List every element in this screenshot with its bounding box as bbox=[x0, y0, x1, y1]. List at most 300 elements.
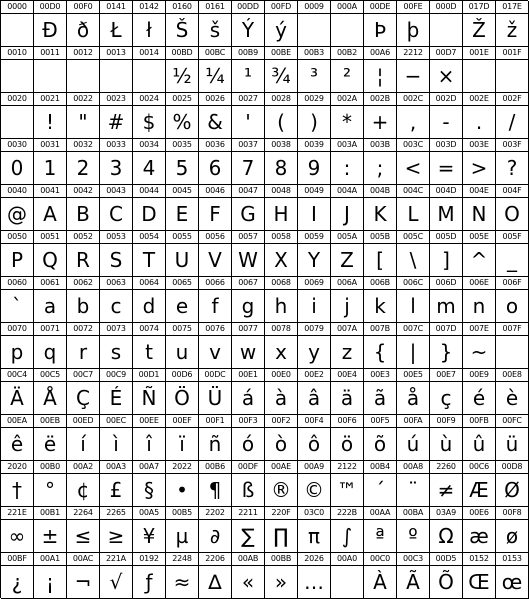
glyph-cell[interactable] bbox=[67, 231, 100, 277]
code-point-label: 00BF bbox=[1, 553, 33, 566]
glyph-cell[interactable] bbox=[364, 47, 397, 93]
glyph-cell[interactable] bbox=[430, 139, 463, 185]
glyph-char: ð bbox=[76, 18, 90, 42]
glyph-cell[interactable] bbox=[397, 1, 430, 47]
code-point-label: 003D bbox=[430, 139, 462, 152]
glyph-cell[interactable] bbox=[67, 93, 100, 139]
glyph-cell[interactable] bbox=[364, 277, 397, 323]
code-point-label: 0028 bbox=[265, 93, 297, 106]
code-point-label: 0153 bbox=[496, 553, 528, 566]
glyph-cell[interactable] bbox=[397, 139, 430, 185]
glyph-cell[interactable] bbox=[265, 47, 298, 93]
glyph-cell[interactable] bbox=[100, 139, 133, 185]
glyph-cell[interactable] bbox=[298, 369, 331, 415]
glyph-char: x bbox=[275, 340, 287, 364]
glyph-char: ° bbox=[45, 478, 55, 502]
glyph-cell[interactable] bbox=[133, 507, 166, 553]
code-point-label: 00E0 bbox=[265, 369, 297, 382]
glyph-cell[interactable] bbox=[463, 139, 496, 185]
glyph-cell[interactable] bbox=[298, 139, 331, 185]
glyph-cell[interactable] bbox=[133, 461, 166, 507]
glyph-char: R bbox=[76, 248, 90, 272]
glyph-cell[interactable] bbox=[100, 93, 133, 139]
glyph-char: 4 bbox=[142, 156, 156, 180]
glyph-cell[interactable] bbox=[364, 461, 397, 507]
glyph-cell[interactable] bbox=[430, 1, 463, 47]
glyph-cell[interactable] bbox=[199, 185, 232, 231]
glyph-cell[interactable] bbox=[67, 185, 100, 231]
glyph-cell[interactable] bbox=[166, 47, 199, 93]
glyph-char: ∆ bbox=[208, 570, 222, 594]
glyph-char: ™ bbox=[337, 478, 357, 502]
glyph-cell[interactable] bbox=[430, 415, 463, 461]
glyph-cell[interactable] bbox=[1, 1, 34, 47]
glyph-cell[interactable] bbox=[34, 323, 67, 369]
glyph-cell[interactable] bbox=[463, 369, 496, 415]
glyph-cell[interactable] bbox=[397, 461, 430, 507]
glyph-cell[interactable] bbox=[232, 139, 265, 185]
glyph-cell[interactable] bbox=[232, 1, 265, 47]
glyph-cell[interactable] bbox=[34, 553, 67, 599]
code-point-label: 00E7 bbox=[430, 369, 462, 382]
glyph-char: É bbox=[109, 386, 123, 410]
code-point-label: 2265 bbox=[100, 507, 132, 520]
glyph-cell[interactable] bbox=[298, 185, 331, 231]
glyph-cell[interactable] bbox=[265, 369, 298, 415]
glyph-cell[interactable] bbox=[67, 277, 100, 323]
glyph-cell[interactable] bbox=[364, 231, 397, 277]
glyph-cell[interactable] bbox=[199, 507, 232, 553]
glyph-char bbox=[1, 106, 33, 138]
glyph-char: k bbox=[374, 294, 386, 318]
glyph-cell[interactable] bbox=[364, 139, 397, 185]
glyph-cell[interactable] bbox=[331, 47, 364, 93]
glyph-cell[interactable] bbox=[34, 93, 67, 139]
glyph-cell[interactable] bbox=[67, 553, 100, 599]
glyph-char: Õ bbox=[438, 570, 454, 594]
glyph-cell[interactable] bbox=[298, 47, 331, 93]
code-point-label: 0076 bbox=[199, 323, 231, 336]
glyph-cell[interactable] bbox=[298, 461, 331, 507]
glyph-cell[interactable] bbox=[133, 369, 166, 415]
glyph-cell[interactable] bbox=[430, 185, 463, 231]
glyph-cell[interactable] bbox=[265, 461, 298, 507]
glyph-cell[interactable] bbox=[430, 231, 463, 277]
glyph-cell[interactable] bbox=[199, 461, 232, 507]
code-point-label: 00C4 bbox=[1, 369, 33, 382]
glyph-cell[interactable] bbox=[232, 461, 265, 507]
code-point-label: 00EC bbox=[100, 415, 132, 428]
glyph-cell[interactable] bbox=[430, 323, 463, 369]
glyph-cell[interactable] bbox=[1, 369, 34, 415]
glyph-char: √ bbox=[109, 570, 123, 594]
glyph-cell[interactable] bbox=[331, 415, 364, 461]
glyph-cell[interactable] bbox=[199, 139, 232, 185]
code-point-label: 00EF bbox=[166, 415, 198, 428]
glyph-cell[interactable] bbox=[430, 507, 463, 553]
glyph-cell[interactable] bbox=[496, 231, 529, 277]
glyph-cell[interactable] bbox=[166, 231, 199, 277]
glyph-cell[interactable] bbox=[67, 139, 100, 185]
glyph-cell[interactable] bbox=[199, 93, 232, 139]
code-point-label: 00D1 bbox=[133, 369, 165, 382]
glyph-cell[interactable] bbox=[364, 1, 397, 47]
glyph-cell[interactable] bbox=[397, 231, 430, 277]
glyph-cell[interactable] bbox=[166, 507, 199, 553]
glyph-cell[interactable] bbox=[496, 507, 529, 553]
glyph-cell[interactable] bbox=[364, 369, 397, 415]
glyph-cell[interactable] bbox=[166, 369, 199, 415]
glyph-cell[interactable] bbox=[496, 277, 529, 323]
glyph-cell[interactable] bbox=[133, 185, 166, 231]
code-point-label: 00C3 bbox=[397, 553, 429, 566]
glyph-cell[interactable] bbox=[364, 323, 397, 369]
code-point-label: 0032 bbox=[67, 139, 99, 152]
glyph-cell[interactable] bbox=[463, 553, 496, 599]
glyph-cell[interactable] bbox=[463, 507, 496, 553]
glyph-cell[interactable] bbox=[496, 47, 529, 93]
glyph-cell[interactable] bbox=[496, 415, 529, 461]
glyph-char: d bbox=[142, 294, 156, 318]
glyph-cell[interactable] bbox=[166, 415, 199, 461]
glyph-cell[interactable] bbox=[364, 415, 397, 461]
glyph-char: ² bbox=[342, 64, 352, 88]
glyph-cell[interactable] bbox=[463, 1, 496, 47]
code-point-label: 0041 bbox=[34, 185, 66, 198]
glyph-char: ¬ bbox=[74, 570, 92, 594]
glyph-cell[interactable] bbox=[1, 507, 34, 553]
glyph-cell[interactable] bbox=[298, 93, 331, 139]
glyph-cell[interactable] bbox=[133, 553, 166, 599]
glyph-cell[interactable] bbox=[463, 461, 496, 507]
code-point-label: 2248 bbox=[166, 553, 198, 566]
glyph-cell[interactable] bbox=[100, 185, 133, 231]
code-point-label: 001E bbox=[463, 47, 495, 60]
glyph-char: ¡ bbox=[45, 570, 55, 594]
glyph-cell[interactable] bbox=[100, 1, 133, 47]
glyph-char: : bbox=[343, 156, 351, 180]
glyph-char: è bbox=[505, 386, 519, 410]
code-point-label: 002E bbox=[463, 93, 495, 106]
glyph-cell[interactable] bbox=[199, 369, 232, 415]
glyph-cell[interactable] bbox=[397, 47, 430, 93]
glyph-cell[interactable] bbox=[463, 415, 496, 461]
glyph-cell[interactable] bbox=[100, 47, 133, 93]
code-point-label: 0060 bbox=[1, 277, 33, 290]
glyph-cell[interactable] bbox=[331, 461, 364, 507]
glyph-cell[interactable] bbox=[232, 231, 265, 277]
glyph-cell[interactable] bbox=[133, 47, 166, 93]
glyph-cell[interactable] bbox=[133, 1, 166, 47]
code-point-label: 2026 bbox=[298, 553, 330, 566]
code-point-label: 00E4 bbox=[331, 369, 363, 382]
glyph-cell[interactable] bbox=[265, 507, 298, 553]
glyph-cell[interactable] bbox=[1, 415, 34, 461]
glyph-cell[interactable] bbox=[199, 553, 232, 599]
glyph-char: å bbox=[406, 386, 420, 410]
glyph-cell[interactable] bbox=[199, 231, 232, 277]
glyph-cell[interactable] bbox=[331, 185, 364, 231]
glyph-cell[interactable] bbox=[100, 553, 133, 599]
glyph-char: n bbox=[472, 294, 486, 318]
glyph-cell[interactable] bbox=[34, 507, 67, 553]
glyph-cell[interactable] bbox=[265, 323, 298, 369]
glyph-char: 1 bbox=[43, 156, 57, 180]
glyph-cell[interactable] bbox=[265, 231, 298, 277]
glyph-cell[interactable] bbox=[265, 277, 298, 323]
glyph-cell[interactable] bbox=[430, 369, 463, 415]
glyph-cell[interactable] bbox=[265, 415, 298, 461]
code-point-label: 0035 bbox=[166, 139, 198, 152]
glyph-cell[interactable] bbox=[100, 507, 133, 553]
glyph-char: i bbox=[311, 294, 317, 318]
code-point-label: 0054 bbox=[133, 231, 165, 244]
glyph-char: 3 bbox=[109, 156, 123, 180]
glyph-cell[interactable] bbox=[331, 231, 364, 277]
glyph-cell[interactable] bbox=[133, 323, 166, 369]
glyph-cell[interactable] bbox=[34, 185, 67, 231]
glyph-cell[interactable] bbox=[199, 323, 232, 369]
glyph-cell[interactable] bbox=[364, 553, 397, 599]
glyph-cell[interactable] bbox=[166, 323, 199, 369]
glyph-cell[interactable] bbox=[430, 277, 463, 323]
glyph-cell[interactable] bbox=[67, 47, 100, 93]
glyph-cell[interactable] bbox=[232, 93, 265, 139]
code-point-label: 0192 bbox=[133, 553, 165, 566]
glyph-cell[interactable] bbox=[133, 93, 166, 139]
glyph-cell[interactable] bbox=[67, 323, 100, 369]
glyph-cell[interactable] bbox=[232, 369, 265, 415]
glyph-char: & bbox=[207, 110, 223, 134]
glyph-cell[interactable] bbox=[100, 461, 133, 507]
glyph-cell[interactable] bbox=[496, 139, 529, 185]
glyph-cell[interactable] bbox=[34, 139, 67, 185]
glyph-cell[interactable] bbox=[298, 231, 331, 277]
glyph-char: q bbox=[43, 340, 57, 364]
code-point-label: 00C7 bbox=[67, 369, 99, 382]
glyph-char: N bbox=[471, 202, 487, 226]
glyph-cell[interactable] bbox=[265, 1, 298, 47]
glyph-char: Ł bbox=[110, 18, 122, 42]
glyph-cell[interactable] bbox=[265, 93, 298, 139]
glyph-char: X bbox=[274, 248, 288, 272]
glyph-cell[interactable] bbox=[463, 323, 496, 369]
glyph-cell[interactable] bbox=[67, 415, 100, 461]
glyph-cell[interactable] bbox=[397, 507, 430, 553]
glyph-cell[interactable] bbox=[232, 507, 265, 553]
glyph-cell[interactable] bbox=[199, 47, 232, 93]
glyph-cell[interactable] bbox=[67, 507, 100, 553]
glyph-cell[interactable] bbox=[232, 415, 265, 461]
glyph-cell[interactable] bbox=[67, 461, 100, 507]
glyph-char: 2 bbox=[76, 156, 90, 180]
glyph-cell[interactable] bbox=[199, 1, 232, 47]
glyph-cell[interactable] bbox=[232, 277, 265, 323]
glyph-cell[interactable] bbox=[496, 369, 529, 415]
glyph-cell[interactable] bbox=[430, 93, 463, 139]
code-point-label: 005A bbox=[331, 231, 363, 244]
code-point-label: 00D7 bbox=[430, 47, 462, 60]
glyph-cell[interactable] bbox=[34, 277, 67, 323]
glyph-cell[interactable] bbox=[397, 93, 430, 139]
glyph-cell[interactable] bbox=[331, 507, 364, 553]
glyph-cell[interactable] bbox=[331, 277, 364, 323]
glyph-cell[interactable] bbox=[67, 1, 100, 47]
glyph-cell[interactable] bbox=[265, 139, 298, 185]
glyph-cell[interactable] bbox=[496, 93, 529, 139]
glyph-cell[interactable] bbox=[1, 553, 34, 599]
glyph-cell[interactable] bbox=[265, 553, 298, 599]
glyph-char: O bbox=[504, 202, 520, 226]
glyph-char: f bbox=[211, 294, 219, 318]
glyph-cell[interactable] bbox=[100, 323, 133, 369]
glyph-char: C bbox=[109, 202, 123, 226]
glyph-cell[interactable] bbox=[364, 185, 397, 231]
code-point-label: 0056 bbox=[199, 231, 231, 244]
glyph-cell[interactable] bbox=[100, 369, 133, 415]
glyph-cell[interactable] bbox=[166, 553, 199, 599]
glyph-cell[interactable] bbox=[298, 415, 331, 461]
glyph-char: o bbox=[505, 294, 519, 318]
glyph-cell[interactable] bbox=[67, 369, 100, 415]
code-point-label: 00D6 bbox=[166, 369, 198, 382]
glyph-char: Å bbox=[43, 386, 57, 410]
glyph-cell[interactable] bbox=[199, 277, 232, 323]
glyph-cell[interactable] bbox=[232, 553, 265, 599]
glyph-cell[interactable] bbox=[166, 461, 199, 507]
glyph-cell[interactable] bbox=[166, 93, 199, 139]
glyph-char: ≈ bbox=[173, 570, 191, 594]
code-point-label: 00A1 bbox=[34, 553, 66, 566]
code-point-label: 00D8 bbox=[496, 461, 528, 474]
glyph-cell[interactable] bbox=[166, 277, 199, 323]
glyph-cell[interactable] bbox=[232, 323, 265, 369]
glyph-cell[interactable] bbox=[265, 185, 298, 231]
glyph-cell[interactable] bbox=[298, 553, 331, 599]
glyph-cell[interactable] bbox=[298, 323, 331, 369]
glyph-cell[interactable] bbox=[331, 139, 364, 185]
glyph-cell[interactable] bbox=[1, 93, 34, 139]
glyph-cell[interactable] bbox=[166, 185, 199, 231]
glyph-cell[interactable] bbox=[496, 553, 529, 599]
glyph-char: Ü bbox=[207, 386, 223, 410]
glyph-char: • bbox=[176, 478, 188, 502]
glyph-cell[interactable] bbox=[331, 93, 364, 139]
glyph-cell[interactable] bbox=[166, 1, 199, 47]
glyph-cell[interactable] bbox=[397, 323, 430, 369]
glyph-cell[interactable] bbox=[1, 461, 34, 507]
glyph-cell[interactable] bbox=[430, 553, 463, 599]
glyph-cell[interactable] bbox=[298, 277, 331, 323]
glyph-cell[interactable] bbox=[496, 461, 529, 507]
glyph-cell[interactable] bbox=[34, 1, 67, 47]
glyph-cell[interactable] bbox=[1, 231, 34, 277]
glyph-cell[interactable] bbox=[232, 47, 265, 93]
glyph-char: æ bbox=[469, 524, 489, 548]
code-point-label: 00A5 bbox=[133, 507, 165, 520]
glyph-cell[interactable] bbox=[100, 277, 133, 323]
code-point-label: 0063 bbox=[100, 277, 132, 290]
glyph-char: Ð bbox=[42, 18, 58, 42]
glyph-cell[interactable] bbox=[397, 415, 430, 461]
glyph-cell[interactable] bbox=[397, 277, 430, 323]
glyph-cell[interactable] bbox=[1, 139, 34, 185]
code-point-label: 00D0 bbox=[34, 1, 66, 14]
code-point-label: 0072 bbox=[67, 323, 99, 336]
glyph-char: Y bbox=[307, 248, 321, 272]
code-point-label: 005D bbox=[430, 231, 462, 244]
glyph-cell[interactable] bbox=[1, 277, 34, 323]
glyph-cell[interactable] bbox=[364, 507, 397, 553]
glyph-char: > bbox=[470, 156, 488, 180]
glyph-cell[interactable] bbox=[133, 415, 166, 461]
glyph-cell[interactable] bbox=[298, 1, 331, 47]
glyph-cell[interactable] bbox=[430, 47, 463, 93]
glyph-cell[interactable] bbox=[1, 323, 34, 369]
glyph-cell[interactable] bbox=[463, 277, 496, 323]
code-point-label: 005C bbox=[397, 231, 429, 244]
glyph-cell[interactable] bbox=[397, 185, 430, 231]
glyph-cell[interactable] bbox=[430, 461, 463, 507]
glyph-cell[interactable] bbox=[34, 231, 67, 277]
glyph-cell[interactable] bbox=[34, 369, 67, 415]
glyph-cell[interactable] bbox=[232, 185, 265, 231]
glyph-cell[interactable] bbox=[34, 415, 67, 461]
glyph-cell[interactable] bbox=[133, 277, 166, 323]
glyph-cell[interactable] bbox=[463, 185, 496, 231]
glyph-cell[interactable] bbox=[496, 1, 529, 47]
code-point-label: 0027 bbox=[232, 93, 264, 106]
glyph-cell[interactable] bbox=[364, 93, 397, 139]
glyph-cell[interactable] bbox=[463, 93, 496, 139]
glyph-cell[interactable] bbox=[1, 185, 34, 231]
glyph-cell[interactable] bbox=[100, 415, 133, 461]
glyph-char: T bbox=[142, 248, 156, 272]
glyph-cell[interactable] bbox=[463, 47, 496, 93]
glyph-char: » bbox=[274, 570, 288, 594]
glyph-cell[interactable] bbox=[34, 461, 67, 507]
glyph-cell[interactable] bbox=[133, 139, 166, 185]
code-point-label: 00F6 bbox=[331, 415, 363, 428]
glyph-cell[interactable] bbox=[199, 415, 232, 461]
glyph-char bbox=[1, 14, 33, 46]
code-point-label: 0142 bbox=[133, 1, 165, 14]
code-point-label: 222B bbox=[331, 507, 363, 520]
glyph-cell[interactable] bbox=[496, 323, 529, 369]
glyph-cell[interactable] bbox=[397, 553, 430, 599]
glyph-cell[interactable] bbox=[496, 185, 529, 231]
glyph-char: = bbox=[437, 156, 455, 180]
glyph-cell[interactable] bbox=[298, 507, 331, 553]
glyph-cell[interactable] bbox=[331, 323, 364, 369]
glyph-cell[interactable] bbox=[100, 231, 133, 277]
code-point-label: 00DD bbox=[232, 1, 264, 14]
code-point-label: 00A9 bbox=[298, 461, 330, 474]
code-point-label: 00F4 bbox=[298, 415, 330, 428]
glyph-cell[interactable] bbox=[331, 1, 364, 47]
glyph-cell[interactable] bbox=[331, 553, 364, 599]
code-point-label: 0009 bbox=[298, 1, 330, 14]
glyph-cell[interactable] bbox=[34, 47, 67, 93]
glyph-cell[interactable] bbox=[331, 369, 364, 415]
glyph-cell[interactable] bbox=[463, 231, 496, 277]
code-point-label: 00A3 bbox=[100, 461, 132, 474]
glyph-cell[interactable] bbox=[397, 369, 430, 415]
glyph-cell[interactable] bbox=[133, 231, 166, 277]
glyph-cell[interactable] bbox=[166, 139, 199, 185]
glyph-char: ¨ bbox=[408, 478, 418, 502]
glyph-cell[interactable] bbox=[1, 47, 34, 93]
